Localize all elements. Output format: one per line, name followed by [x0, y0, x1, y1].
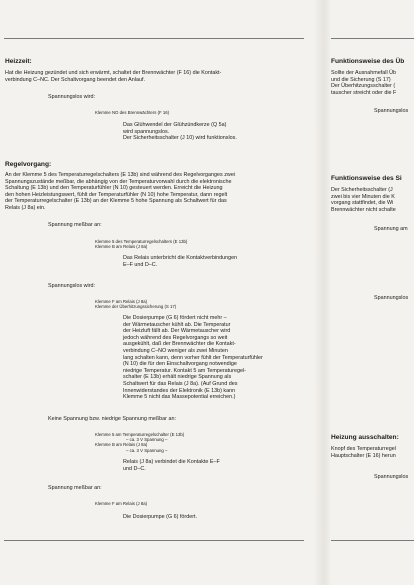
- keine-spannung-label: Keine Spannung bzw. niedrige Spannung meßbar an:: [48, 416, 176, 422]
- regelvorgang-result-3: Relais (J 8a) verbindet die Kontakte E–F und D–C.: [123, 459, 220, 472]
- funktion-sic-spannungslos: Spannungslos: [374, 295, 409, 301]
- regelvorgang-result-4: Die Dosierpumpe (G 6) fördert.: [123, 514, 197, 520]
- regelvorgang-messbar-label-1: Spannung meßbar an:: [48, 222, 102, 228]
- regelvorgang-klemmen-1: Klemme 5 des Temperaturregelschalters (E 13b) Klemme B am Relais (J 8a): [95, 239, 188, 250]
- ausschalten-spannungslos: Spannungslos: [374, 474, 409, 480]
- regelvorgang-messbar-label-2: Spannung meßbar an:: [48, 485, 102, 491]
- funktion-sic-text: Der Sicherheitsschalter (J zwei bis vier Minuten die K vorgang stattfindet, die Wi Brennwächter nicht schalte: [331, 187, 396, 213]
- ausschalten-heading: Heizung ausschalten:: [331, 434, 399, 441]
- funktion-sic-spannung-am: Spannung am: [374, 226, 408, 232]
- regelvorgang-klemmen-2: Klemme F am Relais (J 8a) Klemme der Überhitzungssicherung (S 17): [95, 299, 177, 310]
- regelvorgang-result-2: Die Dosierpumpe (G 6) fördert nicht mehr – der Wärmetauscher kühlt ab. Die Temperatur der Heizluft fällt ab. Der Wärmetauscher wird jedoch während des Regelvorgangs so weit ausgekühlt, daß der Brennwächter die Kontakt- verbindung C–NO weniger als zwei Minuten lang schalten kann, denn vorher fühlt der Temperaturfühler (N 10) die für den Einschaltvorgang notwendige niedrige Temperatur. Kontakt 5 am Temperaturegel- schalter (E 13b) erhält niedrige Spannung als Schaltwert für das Relais (J 8a). (Auf Grund des Innenwiderstandes der Elektronik (E 13b) kann Klemme 5 nicht das Massepotential erreichen.): [123, 315, 263, 401]
- heizzeit-heading: Heizzeit:: [5, 58, 32, 65]
- regelvorgang-heading: Regelvorgang:: [5, 161, 52, 168]
- heizzeit-klemme: Klemme NO des Brennwächters (F 16): [95, 110, 170, 115]
- regelvorgang-klemmen-4: Klemme F am Relais (J 8a): [95, 501, 148, 506]
- heizzeit-text: Hat die Heizung gezündet und sich erwärmt, schaltet der Brennwächter (F 16) die Kontakt- verbindung C–NC. Der Schaltvorgang beendet den Anlauf.: [5, 70, 222, 83]
- page-gutter: [314, 0, 330, 585]
- ausschalten-text: Knopf des Temperaturregel Hauptschalter (E 16) herun: [331, 446, 396, 459]
- funktion-ueb-spannungslos: Spannungslos: [374, 108, 409, 114]
- funktion-sic-heading: Funktionsweise des Si: [331, 175, 402, 182]
- regelvorgang-klemmen-3: Klemme 5 am Temperaturregelschalter (E 13b) – ca. 3 V Spannung – Klemme B am Relais (J 8a) – ca. 3 V Spannung –: [95, 432, 185, 453]
- regelvorgang-text: An der Klemme 5 des Temperaturregelschalters (E 13b) sind während des Regelvorganges zwei Spannungszustände meßbar, die abhängig von der Temperaturvorwahl durch die elektronische Schaltung (E 13b) und den Temperaturfühler (N 10) gesteuert werden. Erreicht die Heizung den hohen Heizleistungswert, fühlt der Temperaturfühler (N 10) hohe Temperatur, dann regelt der Temperaturregelschalter (E 13b) an der Klemme 5 hohe Spannung als Schaltwert für das Relais (J 8a) ein.: [5, 172, 236, 211]
- heizzeit-result: Das Glühwendel der Glühzündkerze (Q 5a) wird spannungslos. Der Sicherheitsschalter (J 10) wird funktionslos.: [123, 122, 237, 142]
- heizzeit-spannungslos-label: Spannungslos wird:: [48, 94, 96, 100]
- regelvorgang-spannungslos-label: Spannungslos wird:: [48, 283, 96, 289]
- top-rule-left: [4, 38, 304, 39]
- funktion-ueb-text: Sollte der Ausnahmefall Üb und die Sicherung (S 17) Der Überhitzungsschalter ( tauscher streicht oder die F: [331, 70, 397, 96]
- funktion-ueb-heading: Funktionsweise des Üb: [331, 58, 405, 65]
- bottom-rule-left: [4, 540, 304, 541]
- right-column: [331, 0, 414, 585]
- regelvorgang-result-1: Das Relais unterbricht die Kontaktverbindungen E–F und D–C.: [123, 255, 238, 268]
